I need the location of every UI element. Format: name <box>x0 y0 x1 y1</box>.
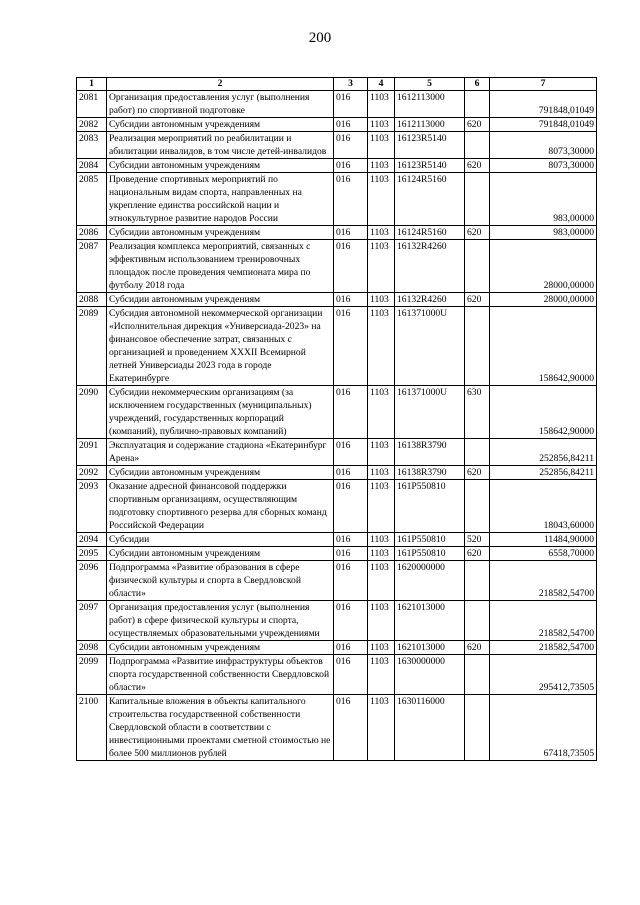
row-number: 2095 <box>77 547 107 561</box>
table-row <box>77 466 597 480</box>
expense-type-code <box>465 480 490 533</box>
table-row <box>77 695 597 761</box>
ministry-code: 016 <box>334 466 368 480</box>
ministry-code: 016 <box>334 118 368 132</box>
table-row <box>77 439 597 466</box>
target-article-code: 1621013000 <box>395 641 465 655</box>
section-code: 1103 <box>368 386 395 439</box>
table-row <box>77 561 597 601</box>
ministry-code: 016 <box>334 547 368 561</box>
amount: 791848,01049 <box>490 118 597 132</box>
col-header: 7 <box>490 78 597 91</box>
target-article-code: 161371000U <box>395 307 465 386</box>
expense-type-code <box>465 655 490 695</box>
row-number: 2093 <box>77 480 107 533</box>
amount: 28000,00000 <box>490 293 597 307</box>
item-name: Реализация комплекса мероприятий, связанных с эффективным использованием тренировочных площадок после проведения чемпионата мира по футболу 2018 года <box>107 240 334 293</box>
table-row <box>77 601 597 641</box>
col-header: 5 <box>395 78 465 91</box>
expense-type-code <box>465 439 490 466</box>
ministry-code: 016 <box>334 226 368 240</box>
section-code: 1103 <box>368 655 395 695</box>
section-code: 1103 <box>368 439 395 466</box>
expense-type-code: 620 <box>465 293 490 307</box>
ministry-code: 016 <box>334 307 368 386</box>
row-number: 2087 <box>77 240 107 293</box>
target-article-code: 161P550810 <box>395 547 465 561</box>
amount: 218582,54700 <box>490 601 597 641</box>
ministry-code: 016 <box>334 132 368 159</box>
amount: 218582,54700 <box>490 641 597 655</box>
ministry-code: 016 <box>334 655 368 695</box>
amount: 8073,30000 <box>490 159 597 173</box>
ministry-code: 016 <box>334 601 368 641</box>
amount: 158642,90000 <box>490 307 597 386</box>
row-number: 2083 <box>77 132 107 159</box>
section-code: 1103 <box>368 91 395 118</box>
amount: 6558,70000 <box>490 547 597 561</box>
table-row <box>77 118 597 132</box>
amount: 983,00000 <box>490 173 597 226</box>
row-number: 2085 <box>77 173 107 226</box>
row-number: 2091 <box>77 439 107 466</box>
expense-type-code: 620 <box>465 547 490 561</box>
ministry-code: 016 <box>334 695 368 761</box>
item-name: Субсидии автономным учреждениям <box>107 293 334 307</box>
amount: 252856,84211 <box>490 466 597 480</box>
row-number: 2082 <box>77 118 107 132</box>
table-row <box>77 240 597 293</box>
target-article-code: 1620000000 <box>395 561 465 601</box>
target-article-code: 16123R5140 <box>395 132 465 159</box>
table-row <box>77 547 597 561</box>
amount: 11484,90000 <box>490 533 597 547</box>
table-row <box>77 226 597 240</box>
col-header: 1 <box>77 78 107 91</box>
row-number: 2086 <box>77 226 107 240</box>
ministry-code: 016 <box>334 240 368 293</box>
table-row <box>77 386 597 439</box>
row-number: 2088 <box>77 293 107 307</box>
section-code: 1103 <box>368 480 395 533</box>
section-code: 1103 <box>368 226 395 240</box>
item-name: Субсидии некоммерческим организациям (за исключением государственных (муниципальных) учреждений, государственных корпораций (компаний), публично-правовых компаний) <box>107 386 334 439</box>
target-article-code: 16132R4260 <box>395 240 465 293</box>
row-number: 2089 <box>77 307 107 386</box>
row-number: 2090 <box>77 386 107 439</box>
item-name: Подпрограмма «Развитие образования в сфере физической культуры и спорта в Свердловской области» <box>107 561 334 601</box>
amount: 252856,84211 <box>490 439 597 466</box>
expense-type-code <box>465 601 490 641</box>
ministry-code: 016 <box>334 386 368 439</box>
item-name: Оказание адресной финансовой поддержки спортивным организациям, осуществляющим подготовку спортивного резерва для сборных команд Российской Федерации <box>107 480 334 533</box>
amount: 67418,73505 <box>490 695 597 761</box>
row-number: 2084 <box>77 159 107 173</box>
section-code: 1103 <box>368 240 395 293</box>
target-article-code: 16138R3790 <box>395 466 465 480</box>
target-article-code: 161P550810 <box>395 533 465 547</box>
target-article-code: 16138R3790 <box>395 439 465 466</box>
item-name: Субсидии <box>107 533 334 547</box>
row-number: 2098 <box>77 641 107 655</box>
section-code: 1103 <box>368 601 395 641</box>
table-row <box>77 159 597 173</box>
section-code: 1103 <box>368 293 395 307</box>
target-article-code: 1630000000 <box>395 655 465 695</box>
section-code: 1103 <box>368 159 395 173</box>
expense-type-code <box>465 307 490 386</box>
item-name: Проведение спортивных мероприятий по национальным видам спорта, направленных на укрепление единства российской нации и этнокультурное развитие народов России <box>107 173 334 226</box>
ministry-code: 016 <box>334 173 368 226</box>
expense-type-code: 630 <box>465 386 490 439</box>
col-header: 4 <box>368 78 395 91</box>
table-row <box>77 91 597 118</box>
item-name: Субсидии автономным учреждениям <box>107 641 334 655</box>
ministry-code: 016 <box>334 293 368 307</box>
ministry-code: 016 <box>334 480 368 533</box>
row-number: 2096 <box>77 561 107 601</box>
target-article-code: 1612113000 <box>395 91 465 118</box>
amount: 18043,60000 <box>490 480 597 533</box>
target-article-code: 16132R4260 <box>395 293 465 307</box>
table-row <box>77 307 597 386</box>
expense-type-code: 620 <box>465 226 490 240</box>
target-article-code: 161P550810 <box>395 480 465 533</box>
section-code: 1103 <box>368 118 395 132</box>
item-name: Эксплуатация и содержание стадиона «Екатеринбург Арена» <box>107 439 334 466</box>
expense-type-code <box>465 91 490 118</box>
expense-type-code <box>465 240 490 293</box>
expense-type-code <box>465 173 490 226</box>
amount: 28000,00000 <box>490 240 597 293</box>
table-row <box>77 655 597 695</box>
budget-table <box>76 77 597 761</box>
col-header: 2 <box>107 78 334 91</box>
amount: 8073,30000 <box>490 132 597 159</box>
target-article-code: 16123R5140 <box>395 159 465 173</box>
item-name: Реализация мероприятий по реабилитации и абилитации инвалидов, в том числе детей-инвалидов <box>107 132 334 159</box>
amount: 158642,90000 <box>490 386 597 439</box>
row-number: 2081 <box>77 91 107 118</box>
item-name: Субсидии автономным учреждениям <box>107 547 334 561</box>
section-code: 1103 <box>368 132 395 159</box>
item-name: Субсидии автономным учреждениям <box>107 466 334 480</box>
item-name: Подпрограмма «Развитие инфраструктуры объектов спорта государственной собственности Свердловской области» <box>107 655 334 695</box>
item-name: Организация предоставления услуг (выполнения работ) в сфере физической культуры и спорта, осуществляемых образовательными учреждениями <box>107 601 334 641</box>
expense-type-code: 620 <box>465 159 490 173</box>
section-code: 1103 <box>368 533 395 547</box>
table-row <box>77 293 597 307</box>
expense-type-code: 620 <box>465 641 490 655</box>
target-article-code: 1630116000 <box>395 695 465 761</box>
expense-type-code <box>465 132 490 159</box>
table-row <box>77 480 597 533</box>
item-name: Субсидии автономным учреждениям <box>107 118 334 132</box>
row-number: 2094 <box>77 533 107 547</box>
table-row <box>77 533 597 547</box>
amount: 983,00000 <box>490 226 597 240</box>
expense-type-code: 620 <box>465 466 490 480</box>
section-code: 1103 <box>368 695 395 761</box>
ministry-code: 016 <box>334 641 368 655</box>
ministry-code: 016 <box>334 91 368 118</box>
item-name: Субсидия автономной некоммерческой организации «Исполнительная дирекция «Универсиада-2023» на финансовое обеспечение затрат, связанных с организацией и проведением XXXII Всемирной летней Универсиады 2023 года в городе Екатеринбурге <box>107 307 334 386</box>
ministry-code: 016 <box>334 561 368 601</box>
ministry-code: 016 <box>334 533 368 547</box>
row-number: 2099 <box>77 655 107 695</box>
expense-type-code <box>465 561 490 601</box>
row-number: 2097 <box>77 601 107 641</box>
section-code: 1103 <box>368 547 395 561</box>
row-number: 2092 <box>77 466 107 480</box>
section-code: 1103 <box>368 466 395 480</box>
table-row <box>77 173 597 226</box>
section-code: 1103 <box>368 307 395 386</box>
page-number: 200 <box>308 30 332 46</box>
col-header: 3 <box>334 78 368 91</box>
amount: 218582,54700 <box>490 561 597 601</box>
target-article-code: 1621013000 <box>395 601 465 641</box>
target-article-code: 16124R5160 <box>395 226 465 240</box>
expense-type-code: 520 <box>465 533 490 547</box>
expense-type-code <box>465 695 490 761</box>
amount: 295412,73505 <box>490 655 597 695</box>
ministry-code: 016 <box>334 439 368 466</box>
expense-type-code: 620 <box>465 118 490 132</box>
section-code: 1103 <box>368 173 395 226</box>
ministry-code: 016 <box>334 159 368 173</box>
target-article-code: 1612113000 <box>395 118 465 132</box>
col-header: 6 <box>465 78 490 91</box>
amount: 791848,01049 <box>490 91 597 118</box>
target-article-code: 16124R5160 <box>395 173 465 226</box>
item-name: Субсидии автономным учреждениям <box>107 159 334 173</box>
header-row <box>77 78 597 91</box>
row-number: 2100 <box>77 695 107 761</box>
item-name: Организация предоставления услуг (выполнения работ) по спортивной подготовке <box>107 91 334 118</box>
section-code: 1103 <box>368 641 395 655</box>
target-article-code: 161371000U <box>395 386 465 439</box>
item-name: Капитальные вложения в объекты капитального строительства государственной собственности Свердловской области в соответствии с инвестиционными проектами сметной стоимостью не более 500 миллионов рублей <box>107 695 334 761</box>
item-name: Субсидии автономным учреждениям <box>107 226 334 240</box>
table-row <box>77 641 597 655</box>
table-row <box>77 132 597 159</box>
section-code: 1103 <box>368 561 395 601</box>
